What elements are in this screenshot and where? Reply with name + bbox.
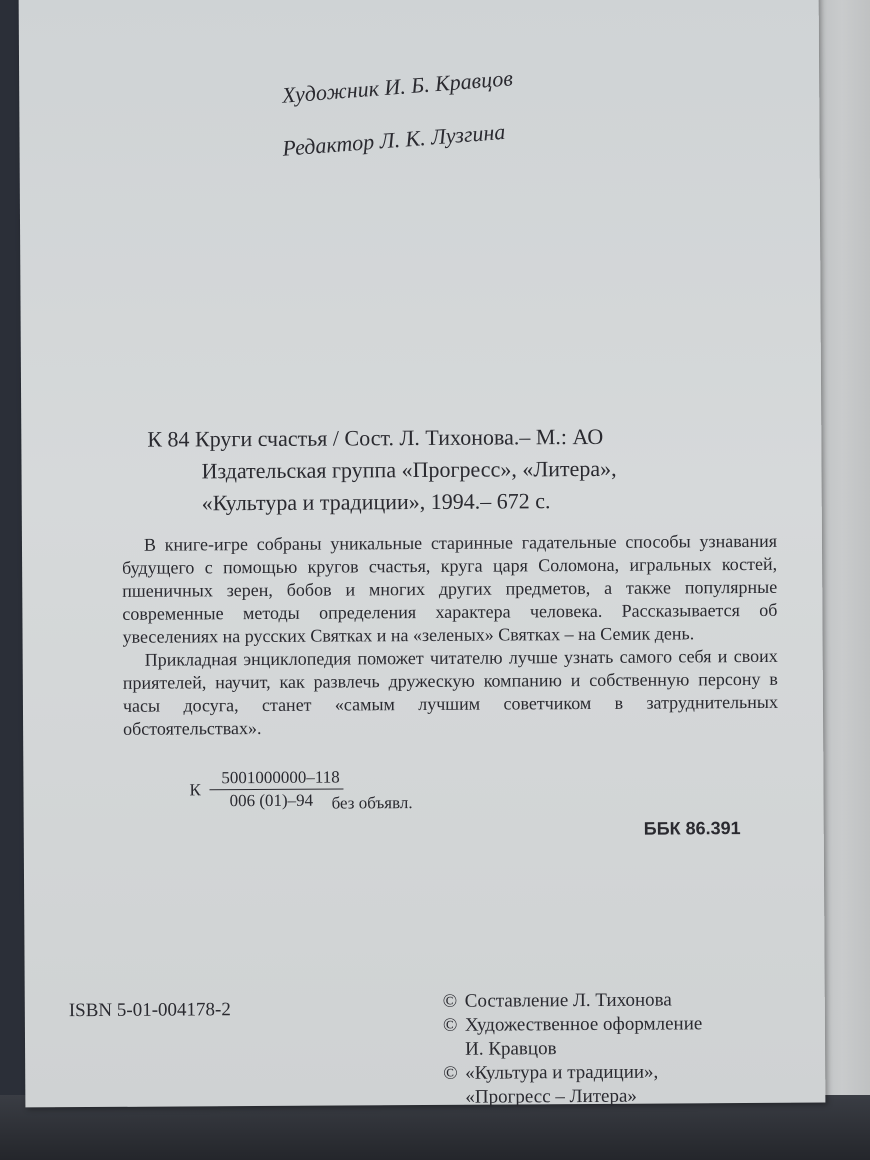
copyright-symbol: © [442, 1014, 458, 1036]
artist-credit: Художник И. Б. Кравцов [281, 65, 514, 108]
catalog-numerator: 5001000000–118 [209, 766, 344, 790]
bibliography-line-2: Издательская группа «Прогресс», «Литера», [201, 455, 617, 484]
catalog-prefix: К [189, 780, 201, 800]
book-page [19, 0, 826, 1107]
annotation-paragraph-2: Прикладная энциклопедия поможет читателю лучше узнать самого себя и своих приятелей, научит, как развлечь дружескую компанию и собственную персону в часы досуга, станет «самым лучшим советчиком в затруднительных обстоятельствах». [122, 645, 779, 739]
annotation-paragraph-1: В книге-игре собраны уникальные старинные гадательные способы узнавания будущего с помощью кругов счастья, круга царя Соломона, игральных костей, пшеничных зерен, бобов и многих других предметов, а также популярные современные методы определения характера человека. Рассказывается об увеселениях на русских Святках и на «зеленых» Святках – на Семик день. [122, 530, 778, 647]
copyright-line-5: «Прогресс – Литера» [465, 1085, 637, 1108]
copyright-symbol: © [442, 990, 458, 1012]
isbn: ISBN 5-01-004178-2 [68, 999, 231, 1022]
catalog-note: без объявл. [331, 793, 413, 813]
copyright-line-1: © Составление Л. Тихонова [442, 989, 672, 1012]
editor-credit: Редактор Л. К. Лузгина [281, 118, 507, 161]
bibliography-line-3: «Культура и традиции», 1994.– 672 с. [201, 488, 551, 516]
copyright-symbol: © [443, 1062, 458, 1084]
annotation [122, 530, 778, 741]
catalog-denominator: 006 (01)–94 [229, 790, 314, 811]
bibliography-line-1: К 84 Круги счастья / Сост. Л. Тихонова.– М.: АО [147, 423, 604, 452]
copyright-line-3: И. Кравцов [465, 1038, 557, 1060]
copyright-block [443, 988, 703, 1110]
copyright-line-4: © «Культура и традиции», [443, 1061, 659, 1084]
copyright-line-2: © Художественное оформление [442, 1013, 703, 1036]
catalog-fraction [209, 766, 344, 812]
bbk-code: ББК 86.391 [643, 818, 741, 839]
